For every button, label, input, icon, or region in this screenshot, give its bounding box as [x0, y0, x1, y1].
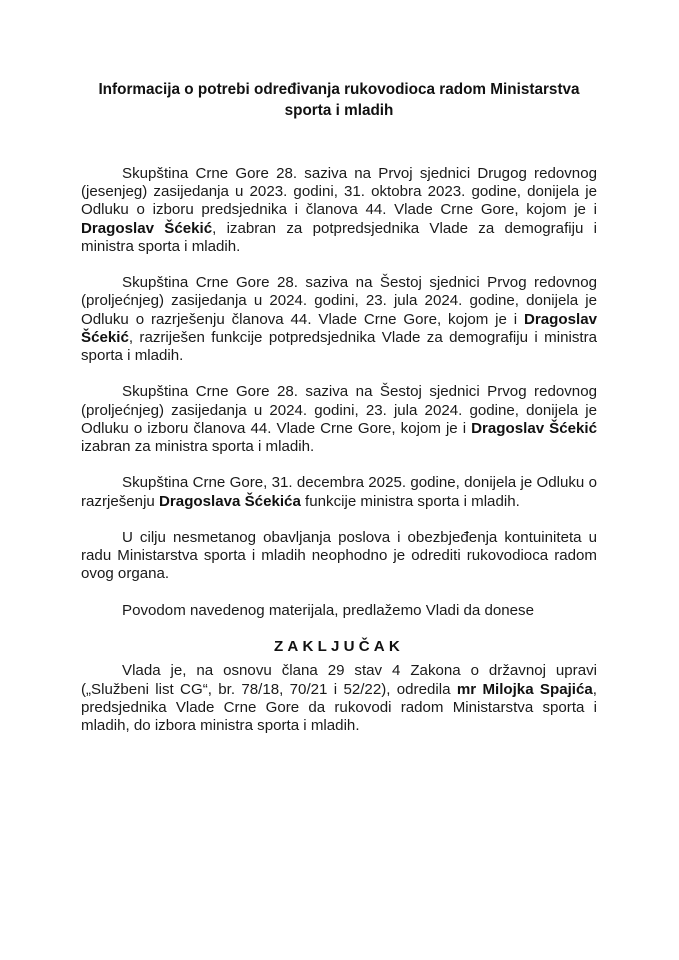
paragraph-election-2024	[81, 383, 597, 456]
paragraph-text: funkcije ministra sporta i mladih.	[300, 492, 520, 510]
person-name: Dragoslav Šćekić	[471, 419, 597, 437]
paragraph-text: U cilju nesmetanog obavljanja poslova i obezbjeđenja kontuiniteta u radu Ministarstva sporta i mladih neophodno je odrediti rukovodioca radom ovog organa.	[81, 529, 597, 583]
paragraph-text: , predsjednika Vlade Crne Gore da rukovodi radom Ministarstva sporta i mladih, do izbora ministra sporta i mladih.	[81, 680, 597, 734]
person-name: mr Milojka Spajića	[456, 680, 593, 698]
paragraph-proposal	[81, 602, 597, 620]
paragraph-text: Skupština Crne Gore 28. saziva na Šestoj sjednici Prvog redovnog (proljećnjeg) zasijedanja u 2024. godini, 23. jula 2024. godine, donijela je Odluku o razrješenju članova 44. Vlade Crne Gore, kojom je i	[81, 274, 597, 328]
person-name: Dragoslava Šćekića	[159, 492, 301, 510]
paragraph-dismissal-2025	[81, 474, 597, 510]
paragraph-dismissal-2024	[81, 274, 597, 365]
paragraph-text: izabran za ministra sporta i mladih.	[81, 438, 315, 456]
paragraph-election-2023	[81, 165, 597, 256]
paragraph-text: Povodom navedenog materijala, predlažemo Vladi da donese	[122, 601, 534, 619]
paragraph-continuity	[81, 529, 597, 584]
paragraph-text: , razriješen funkcije potpredsjednika Vlade za demografiju i ministra sporta i mladih.	[81, 328, 597, 365]
paragraph-text: , izabran za potpredsjednika Vlade za demografiju i ministra sporta i mladih.	[81, 219, 597, 255]
paragraph-text: Skupština Crne Gore 28. saziva na Prvoj sjednici Drugog redovnog (jesenjeg) zasijedanja u 2023. godini, 31. oktobra 2023. godine, donijela je Odluku o izboru predsjednika i članova 44. Vlade Crne Gore, kojom je i	[81, 165, 597, 219]
paragraph-text: Skupština Crne Gore 28. saziva na Šestoj sjednici Prvog redovnog (proljećnjeg) zasijedanja u 2024. godini, 23. jula 2024. godine, donijela je Odluku o izboru članova 44. Vlade Crne Gore, kojom je i	[81, 383, 597, 437]
paragraph-text: Vlada je, na osnovu člana 29 stav 4 Zakona o državnoj upravi („Službeni list CG“, br. 78/18, 70/21 i 52/22), odredila	[81, 662, 597, 698]
document-body	[81, 165, 597, 735]
paragraph-text: Skupština Crne Gore, 31. decembra 2025. godine, donijela je Odluku o razrješenju	[81, 474, 597, 510]
person-name: Dragoslav Šćekić	[81, 310, 597, 346]
person-name: Dragoslav Šćekić	[81, 219, 213, 237]
paragraph-conclusion	[81, 662, 597, 735]
conclusion-heading: ZAKLJUČAK	[273, 638, 405, 656]
document-title: Informacija o potrebi određivanja rukovodioca radom Ministarstva sporta i mladih	[98, 81, 580, 119]
